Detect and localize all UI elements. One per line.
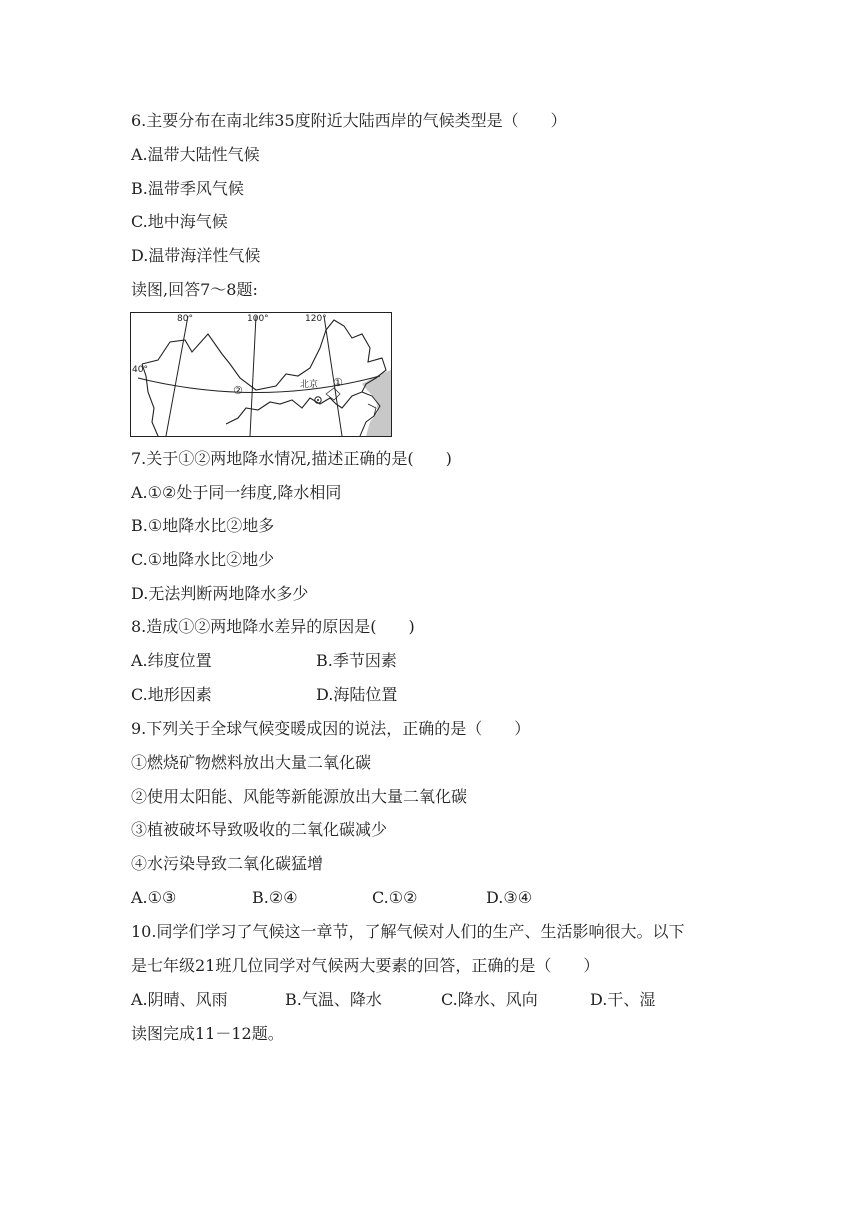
q7-option-d: D.无法判断两地降水多少 — [131, 584, 309, 603]
q9-statement-1: ①燃烧矿物燃料放出大量二氧化碳 — [131, 753, 372, 772]
q6-option-c: C.地中海气候 — [131, 212, 228, 231]
q9-statement-2: ②使用太阳能、风能等新能源放出大量二氧化碳 — [131, 787, 468, 806]
q7-option-b: B.①地降水比②地多 — [131, 516, 275, 535]
intro-11-12: 读图完成11－12题。 — [131, 1024, 284, 1043]
q9-option-a: A.①③ — [131, 888, 177, 907]
q6-stem: 6.主要分布在南北纬35度附近大陆西岸的气候类型是（ ） — [131, 111, 567, 130]
q6-option-b: B.温带季风气候 — [131, 179, 244, 198]
point-label-1: ① — [333, 376, 343, 389]
q8-option-b: B.季节因素 — [316, 651, 397, 670]
q9-statement-3: ③植被破坏导致吸收的二氧化碳减少 — [131, 820, 388, 839]
q10-option-b: B.气温、降水 — [285, 990, 382, 1009]
china-map-figure — [130, 312, 392, 437]
q8-option-d: D.海陆位置 — [316, 685, 398, 704]
q8-option-c: C.地形因素 — [131, 685, 212, 704]
intro-7-8: 读图,回答7～8题: — [131, 280, 258, 299]
city-label-beijing: 北京 — [300, 380, 319, 390]
q7-option-a: A.①②处于同一纬度,降水相同 — [131, 483, 342, 502]
q9-option-c: C.①② — [372, 888, 418, 907]
lon-label-80: 80° — [177, 314, 193, 324]
lat-label-40: 40° — [132, 365, 148, 375]
lon-label-100: 100° — [247, 314, 269, 324]
q7-stem: 7.关于①②两地降水情况,描述正确的是( ) — [131, 449, 452, 468]
q9-stem: 9.下列关于全球气候变暖成因的说法，正确的是（ ） — [131, 719, 531, 738]
q9-option-b: B.②④ — [252, 888, 298, 907]
q6-option-d: D.温带海洋性气候 — [131, 246, 261, 265]
q6-option-a: A.温带大陆性气候 — [131, 145, 260, 164]
point-label-2: ② — [233, 384, 243, 397]
q9-statement-4: ④水污染导致二氧化碳猛增 — [131, 854, 324, 873]
lon-label-120: 120° — [305, 314, 327, 324]
q9-option-d: D.③④ — [486, 888, 533, 907]
q10-option-d: D.干、湿 — [590, 990, 656, 1009]
q10-stem-line2: 是七年级21班几位同学对气候两大要素的回答，正确的是（ ） — [131, 956, 600, 975]
q8-stem: 8.造成①②两地降水差异的原因是( ) — [131, 617, 415, 636]
q8-option-a: A.纬度位置 — [131, 651, 212, 670]
q7-option-c: C.①地降水比②地少 — [131, 550, 275, 569]
q10-option-c: C.降水、风向 — [441, 990, 538, 1009]
q10-stem-line1: 10.同学们学习了气候这一章节，了解气候对人们的生产、生活影响很大。以下 — [131, 922, 685, 941]
q10-option-a: A.阴晴、风雨 — [131, 990, 228, 1009]
